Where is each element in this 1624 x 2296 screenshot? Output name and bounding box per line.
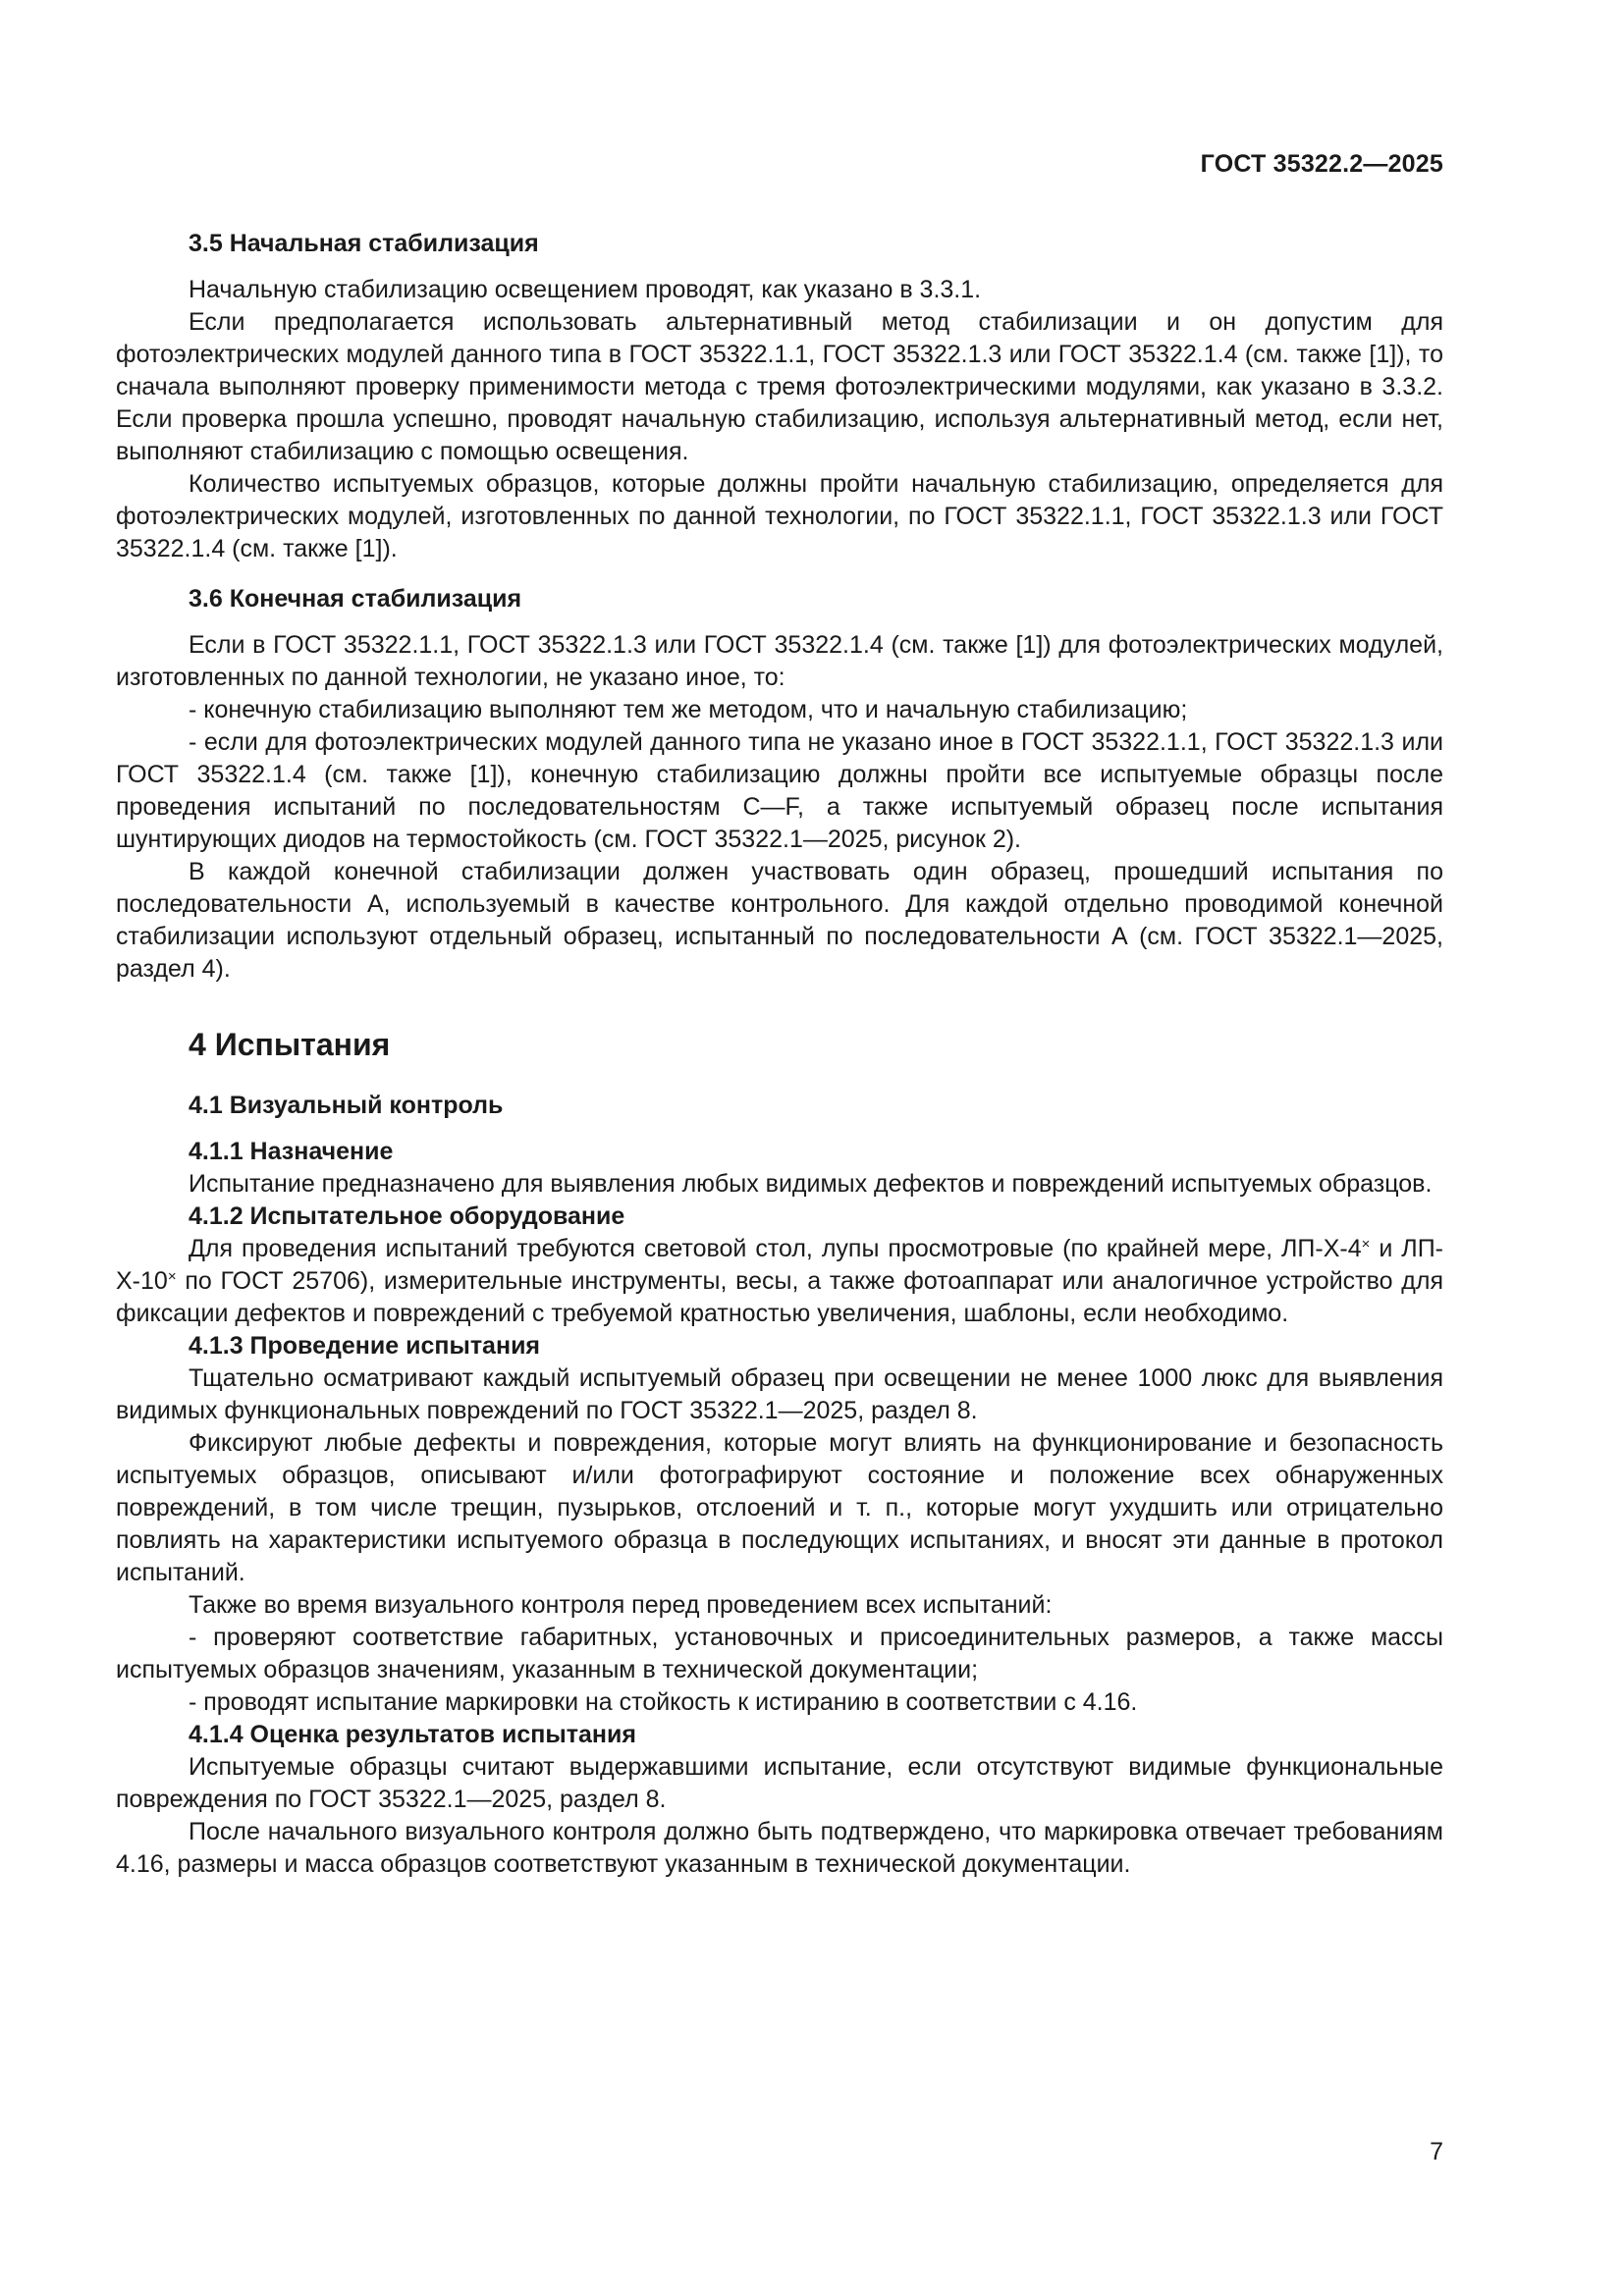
section-4-heading: 4 Испытания	[189, 1027, 391, 1062]
list-item: - проводят испытание маркировки на стойкость к истиранию в соответствии с 4.16.	[189, 1688, 1138, 1716]
section-4-1-3-heading: 4.1.3 Проведение испытания	[189, 1332, 541, 1360]
section-4-1-heading: 4.1 Визуальный контроль	[189, 1092, 504, 1119]
paragraph: Количество испытуемых образцов, которые должны пройти начальную стабилизацию, определяется для фотоэлектрических модулей, изготовленных по данной технологии, по ГОСТ 35322.1.1, ГОСТ 35322.1.3 или ГОСТ 35322.1.4 (см. также [1]).	[116, 470, 1443, 562]
document-body	[116, 228, 1443, 1881]
section-3-6-heading: 3.6 Конечная стабилизация	[189, 585, 522, 613]
text-run: и ЛП-Х-10	[116, 1235, 1443, 1295]
section-3-5-heading: 3.5 Начальная стабилизация	[189, 230, 539, 257]
paragraph: Также во время визуального контроля перед проведением всех испытаний:	[189, 1591, 1053, 1619]
list-item: - если для фотоэлектрических модулей данного типа не указано иное в ГОСТ 35322.1.1, ГОСТ 35322.1.3 или ГОСТ 35322.1.4 (см. также [1]), конечную стабилизацию должны пройти все испытуемые образцы после проведения испытаний по последовательностям С—F, а также испытуемый образец после испытания шунтирующих диодов на термостойкость (см. ГОСТ 35322.1—2025, рисунок 2).	[116, 728, 1443, 853]
paragraph: После начального визуального контроля должно быть подтверждено, что маркировка отвечает требованиям 4.16, размеры и масса образцов соответствуют указанным в технической документации.	[116, 1818, 1443, 1878]
paragraph: Испытание предназначено для выявления любых видимых дефектов и повреждений испытуемых образцов.	[189, 1170, 1433, 1198]
paragraph	[116, 1233, 1443, 1330]
text-run: по ГОСТ 25706), измерительные инструменты, весы, а также фотоаппарат или аналогичное устройство для фиксации дефектов и повреждений с требуемой кратностью увеличения, шаблоны, если необходимо.	[116, 1267, 1443, 1327]
section-4-1-1-heading: 4.1.1 Назначение	[189, 1138, 394, 1165]
paragraph: Тщательно осматривают каждый испытуемый образец при освещении не менее 1000 люкс для выявления видимых функциональных повреждений по ГОСТ 35322.1—2025, раздел 8.	[116, 1364, 1443, 1424]
list-item: - конечную стабилизацию выполняют тем же методом, что и начальную стабилизацию;	[189, 696, 1188, 723]
list-item: - проверяют соответствие габаритных, установочных и присоединительных размеров, а также массы испытуемых образцов значениям, указанным в технической документации;	[116, 1624, 1443, 1683]
standard-designation: ГОСТ 35322.2—2025	[1200, 150, 1443, 178]
paragraph: Если предполагается использовать альтернативный метод стабилизации и он допустим для фотоэлектрических модулей данного типа в ГОСТ 35322.1.1, ГОСТ 35322.1.3 или ГОСТ 35322.1.4 (см. также [1]), то сначала выполняют проверку применимости метода с тремя фотоэлектрическими модулями, как указано в 3.3.2. Если проверка прошла успешно, проводят начальную стабилизацию, используя альтернативный метод, если нет, выполняют стабилизацию с помощью освещения.	[116, 308, 1443, 465]
section-4-1-4-heading: 4.1.4 Оценка результатов испытания	[189, 1721, 636, 1748]
paragraph: Фиксируют любые дефекты и повреждения, которые могут влиять на функционирование и безопасность испытуемых образцов, описывают и/или фотографируют состояние и положение всех обнаруженных повреждений, в том числе трещин, пузырьков, отслоений и т. п., которые могут ухудшить или отрицательно повлиять на характеристики испытуемого образца в последующих испытаниях, и вносят эти данные в протокол испытаний.	[116, 1429, 1443, 1586]
paragraph: Испытуемые образцы считают выдержавшими испытание, если отсутствуют видимые функциональные повреждения по ГОСТ 35322.1—2025, раздел 8.	[116, 1753, 1443, 1813]
superscript: ×	[1361, 1236, 1371, 1253]
paragraph: В каждой конечной стабилизации должен участвовать один образец, прошедший испытания по последовательности А, используемый в качестве контрольного. Для каждой отдельно проводимой конечной стабилизации используют отдельный образец, испытанный по последовательности А (см. ГОСТ 35322.1—2025, раздел 4).	[116, 858, 1443, 983]
page-number: 7	[1430, 2138, 1443, 2165]
superscript: ×	[167, 1268, 177, 1285]
text-run: Для проведения испытаний требуются световой стол, лупы просмотровые (по крайней мере, ЛП-Х-4	[189, 1235, 1362, 1262]
paragraph: Начальную стабилизацию освещением проводят, как указано в 3.3.1.	[189, 276, 982, 303]
paragraph: Если в ГОСТ 35322.1.1, ГОСТ 35322.1.3 или ГОСТ 35322.1.4 (см. также [1]) для фотоэлектрических модулей, изготовленных по данной технологии, не указано иное, то:	[116, 631, 1443, 691]
section-4-1-2-heading: 4.1.2 Испытательное оборудование	[189, 1202, 625, 1230]
